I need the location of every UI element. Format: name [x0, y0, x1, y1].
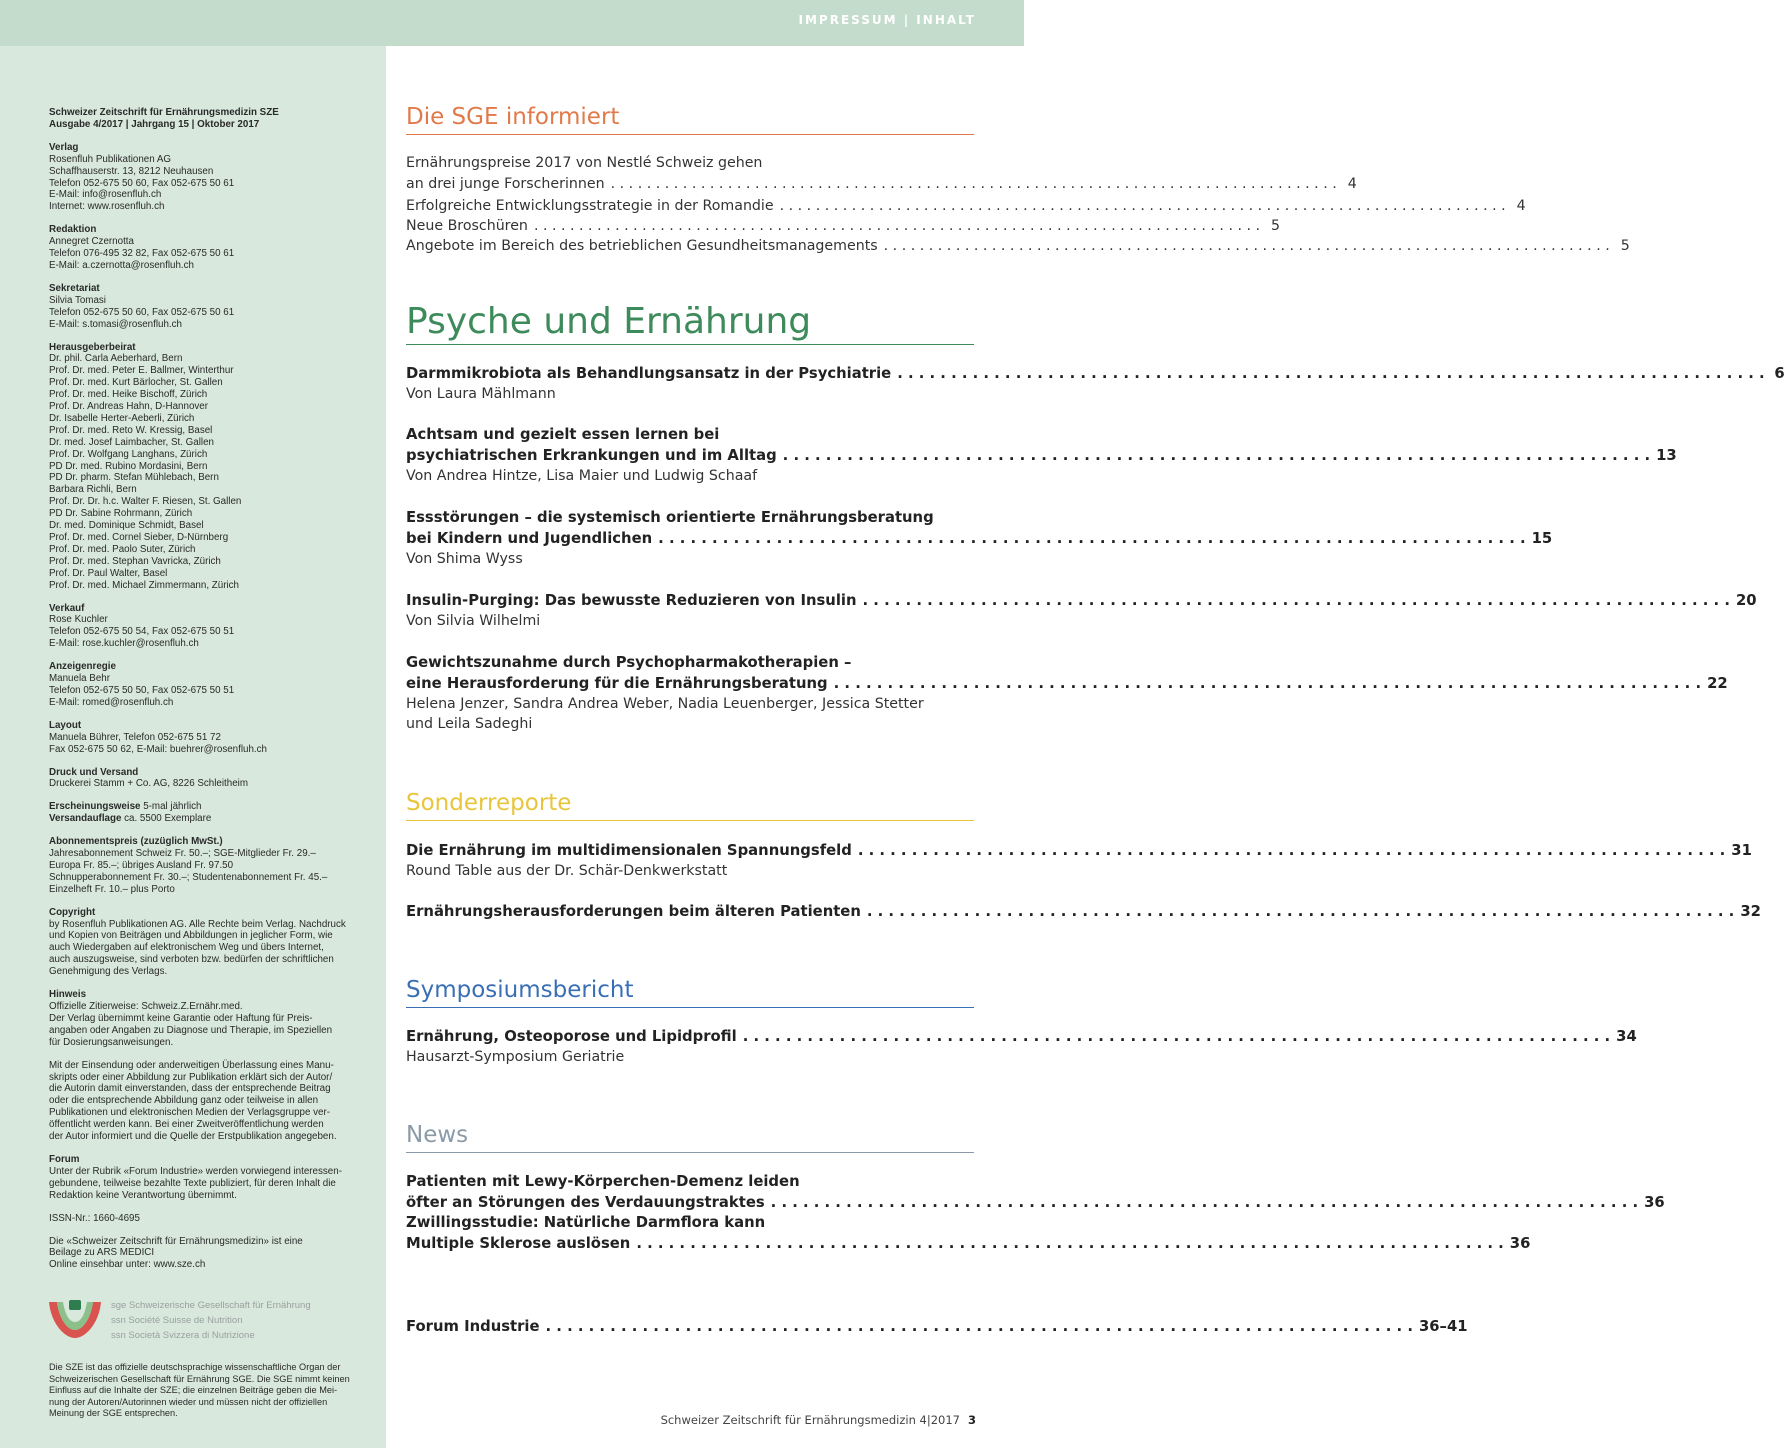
- toc-entry-page: 20: [1735, 592, 1757, 609]
- toc-entry-author: Hausarzt-Symposium Geriatrie: [406, 1049, 625, 1065]
- toc-entry-row: [406, 528, 1553, 549]
- toc-entry-title: Angebote im Bereich des betrieblichen Gesundheitsmanagements: [406, 238, 878, 254]
- toc-entry: [406, 1316, 1468, 1337]
- impressum-line: und Kopien von Beiträgen und Abbildungen in jeglicher Form, wie: [49, 930, 333, 942]
- toc-entry: [406, 590, 1757, 631]
- toc-entry-author: Round Table aus der Dr. Schär-Denkwerkstatt: [406, 863, 728, 879]
- toc-leader-dots: . . . . . . . . . . . . . . . . . . . . . . . . . . . . . . . . . . . . . . . . . . . . . . . . . . . . . . . . . . . . . . . . . . . . . . . . . . . . . . . . .: [897, 365, 1765, 382]
- toc-entry-title: an drei junge Forscherinnen: [406, 176, 605, 192]
- toc-entry-title-line1: Zwillingsstudie: Natürliche Darmflora kann: [406, 1214, 766, 1231]
- section-rule: [406, 1007, 974, 1008]
- impressum-line: PD Dr. med. Rubino Mordasini, Bern: [49, 460, 208, 472]
- erscheinung-label: Erscheinungsweise: [49, 801, 141, 813]
- impressum-issn: [49, 1213, 379, 1225]
- toc-leader-dots: . . . . . . . . . . . . . . . . . . . . . . . . . . . . . . . . . . . . . . . . . . . . . . . . . . . . . . . . . . . . . . . . . . . . . . . . . . . . . . . . .: [658, 530, 1526, 547]
- toc-leader-dots: . . . . . . . . . . . . . . . . . . . . . . . . . . . . . . . . . . . . . . . . . . . . . . . . . . . . . . . . . . . . . . . . . . . . . . . . . . . . . . . . .: [610, 176, 1337, 192]
- toc-entry: [406, 196, 1526, 217]
- impressum-line: Prof. Dr. med. Heike Bischoff, Zürich: [49, 389, 208, 401]
- toc-entry-row: [406, 363, 1785, 384]
- toc-leader-dots: . . . . . . . . . . . . . . . . . . . . . . . . . . . . . . . . . . . . . . . . . . . . . . . . . . . . . . . . . . . . . . . . . . . . . . . . . . . . . . . . .: [770, 1194, 1639, 1211]
- toc-entry-page: 32: [1740, 903, 1761, 920]
- impressum-line: ISSN-Nr.: 1660-4695: [49, 1212, 140, 1224]
- toc-entry: [406, 1026, 1637, 1067]
- toc-entry-title-line1: Achtsam und gezielt essen lernen bei: [406, 426, 720, 443]
- toc-entry-title: Ernährungsherausforderungen beim älteren Patienten: [406, 903, 861, 920]
- impressum-line: E-Mail: s.tomasi@rosenfluh.ch: [49, 318, 182, 330]
- impressum-block: [49, 661, 379, 709]
- impressum-line: Prof. Dr. Dr. h.c. Walter F. Riesen, St. Gallen: [49, 496, 242, 508]
- impressum-line: Prof. Dr. med. Michael Zimmermann, Zürich: [49, 579, 239, 591]
- masthead-line: Schweizer Zeitschrift für Ernährungsmedizin SZE: [49, 107, 279, 118]
- toc-entry-title-line1: Gewichtszunahme durch Psychopharmakotherapien –: [406, 654, 852, 671]
- impressum-line: Europa Fr. 85.–; übriges Ausland Fr. 97.50: [49, 859, 234, 871]
- impressum-block: [49, 342, 379, 592]
- section-rule: [406, 1152, 974, 1153]
- footer-page-number: 3: [967, 1413, 976, 1427]
- toc-entry-title: Forum Industrie: [406, 1318, 540, 1335]
- toc-entry-title: Die Ernährung im multidimensionalen Spannungsfeld: [406, 842, 852, 859]
- section-title-sge: Die SGE informiert: [406, 104, 620, 130]
- toc-entry-row: [406, 445, 1677, 466]
- impressum-line: Jahresabonnement Schweiz Fr. 50.–; SGE-Mitglieder Fr. 29.–: [49, 848, 316, 860]
- toc-entry: [406, 1171, 1665, 1213]
- header-bar: [0, 0, 1024, 46]
- impressum-line: Dr. Isabelle Herter-Aeberli, Zürich: [49, 412, 195, 424]
- impressum-line: Prof. Dr. Paul Walter, Basel: [49, 567, 168, 579]
- impressum-line: Prof. Dr. med. Reto W. Kressig, Basel: [49, 424, 213, 436]
- impressum-block: [49, 224, 379, 272]
- toc-leader-dots: . . . . . . . . . . . . . . . . . . . . . . . . . . . . . . . . . . . . . . . . . . . . . . . . . . . . . . . . . . . . . . . . . . . . . . . . . . . . . . . . .: [782, 447, 1651, 464]
- toc-entry-row: [406, 174, 1357, 195]
- section-sge: [406, 102, 974, 135]
- toc-entry-page: 34: [1616, 1028, 1637, 1045]
- toc-entry-page: 36–41: [1418, 1318, 1468, 1335]
- impressum-line: Telefon 076-495 32 82, Fax 052-675 50 61: [49, 248, 235, 260]
- toc-entry-page: 5: [1620, 238, 1630, 254]
- impressum-line: Telefon 052-675 50 60, Fax 052-675 50 61: [49, 306, 235, 318]
- section-title-news: News: [406, 1122, 469, 1148]
- impressum-label: Verlag: [49, 141, 79, 153]
- toc-entry-row: [406, 1026, 1637, 1047]
- toc-entry-title-line1: Patienten mit Lewy-Körperchen-Demenz leiden: [406, 1173, 800, 1190]
- impressum-line: Manuela Behr: [49, 673, 110, 685]
- impressum-line: Annegret Czernotta: [49, 236, 134, 248]
- sge-footnote: [49, 1362, 379, 1420]
- section-psyche: [406, 302, 974, 345]
- section-title-symposium: Symposiumsbericht: [406, 977, 634, 1003]
- impressum-einsendung: [49, 1060, 379, 1143]
- toc-leader-dots: . . . . . . . . . . . . . . . . . . . . . . . . . . . . . . . . . . . . . . . . . . . . . . . . . . . . . . . . . . . . . . . . . . . . . . . . . . . . . . . . .: [533, 218, 1261, 234]
- toc-entry-author: und Leila Sadeghi: [406, 716, 533, 732]
- impressum-text: [49, 107, 379, 1282]
- erscheinung-block: [49, 801, 379, 825]
- impressum-line: Rosenfluh Publikationen AG: [49, 153, 171, 165]
- toc-entry-row: [406, 673, 1728, 694]
- impressum-line: Prof. Dr. med. Kurt Bärlocher, St. Gallen: [49, 377, 223, 389]
- auflage-value: ca. 5500 Exemplare: [121, 813, 212, 825]
- impressum-line: Genehmigung des Verlags.: [49, 966, 168, 978]
- toc-leader-dots: . . . . . . . . . . . . . . . . . . . . . . . . . . . . . . . . . . . . . . . . . . . . . . . . . . . . . . . . . . . . . . . . . . . . . . . . . . . . . . . . .: [779, 198, 1506, 214]
- toc-entry-author: Von Andrea Hintze, Lisa Maier und Ludwig Schaaf: [406, 468, 758, 484]
- masthead: [49, 107, 379, 131]
- toc-entry-page: 31: [1731, 842, 1752, 859]
- impressum-label: Sekretariat: [49, 282, 100, 294]
- erscheinung-value: 5-mal jährlich: [140, 801, 202, 813]
- toc-entry-author: Von Silvia Wilhelmi: [406, 613, 541, 629]
- toc-leader-dots: . . . . . . . . . . . . . . . . . . . . . . . . . . . . . . . . . . . . . . . . . . . . . . . . . . . . . . . . . . . . . . . . . . . . . . . . . . . . . . . . .: [636, 1235, 1504, 1252]
- impressum-line: die Autorin damit einverstanden, dass der entsprechende Beitrag: [49, 1083, 331, 1095]
- impressum-label: Anzeigenregie: [49, 661, 116, 673]
- footer-journal: Schweizer Zeitschrift für Ernährungsmedizin 4|2017: [660, 1413, 960, 1427]
- impressum-line: Redaktion keine Verantwortung übernimmt.: [49, 1189, 237, 1201]
- footnote-line: Einfluss auf die Inhalte der SZE; die einzelnen Beiträge geben die Mei-: [49, 1385, 338, 1395]
- toc-entry-row: [406, 1233, 1531, 1254]
- impressum-line: E-Mail: rose.kuchler@rosenfluh.ch: [49, 638, 199, 650]
- toc-entry-author: Von Shima Wyss: [406, 551, 523, 567]
- impressum-line: Die «Schweizer Zeitschrift für Ernährungsmedizin» ist eine: [49, 1235, 303, 1247]
- toc-entry-row: [406, 196, 1526, 217]
- toc-entry-row: [406, 216, 1281, 237]
- toc-entry: [406, 840, 1752, 881]
- toc-entry: [406, 652, 1728, 734]
- logo-line-it: ssn Società Svizzera di Nutrizione: [111, 1330, 255, 1341]
- toc-entry-page: 4: [1347, 176, 1357, 192]
- impressum-line: E-Mail: info@rosenfluh.ch: [49, 189, 162, 201]
- toc-entry: [406, 236, 1630, 257]
- footnote-line: Schweizerischen Gesellschaft für Ernährung SGE. Die SGE nimmt keinen: [49, 1373, 350, 1384]
- impressum-line: angaben oder Angaben zu Diagnose und Therapie, im Speziellen: [49, 1024, 333, 1036]
- section-title-sonder: Sonderreporte: [406, 790, 572, 816]
- toc-entry-row: [406, 1316, 1468, 1337]
- toc-entry-page: 15: [1531, 530, 1553, 547]
- impressum-line: Dr. med. Josef Laimbacher, St. Gallen: [49, 436, 214, 448]
- impressum-line: Schnupperabonnement Fr. 30.–; Studentenabonnement Fr. 45.–: [49, 871, 328, 883]
- toc-leader-dots: . . . . . . . . . . . . . . . . . . . . . . . . . . . . . . . . . . . . . . . . . . . . . . . . . . . . . . . . . . . . . . . . . . . . . . . . . . . . . . . . .: [862, 592, 1730, 609]
- logo-line-fr: ssn Société Suisse de Nutrition: [111, 1315, 243, 1326]
- impressum-label: Forum: [49, 1153, 80, 1165]
- toc-entry-row: [406, 236, 1630, 257]
- impressum-line: Dr. phil. Carla Aeberhard, Bern: [49, 353, 183, 365]
- toc-entry: [406, 153, 1357, 195]
- section-header-label: IMPRESSUM | INHALT: [798, 13, 976, 27]
- impressum-line: Fax 052-675 50 62, E-Mail: buehrer@rosenfluh.ch: [49, 743, 267, 755]
- toc-entry-title: eine Herausforderung für die Ernährungsberatung: [406, 675, 828, 692]
- impressum-label: Copyright: [49, 906, 96, 918]
- impressum-line: Einzelheft Fr. 10.– plus Porto: [49, 883, 175, 895]
- impressum-block: [49, 603, 379, 651]
- toc-entry-title-line1: Ernährungspreise 2017 von Nestlé Schweiz gehen: [406, 155, 763, 171]
- logo-line-de: sge Schweizerische Gesellschaft für Ernährung: [111, 1300, 311, 1311]
- toc-entry: [406, 216, 1281, 237]
- toc-entry-page: 13: [1656, 447, 1677, 464]
- section-title-psyche: Psyche und Ernährung: [406, 301, 812, 342]
- toc-entry: [406, 363, 1785, 404]
- toc-leader-dots: . . . . . . . . . . . . . . . . . . . . . . . . . . . . . . . . . . . . . . . . . . . . . . . . . . . . . . . . . . . . . . . . . . . . . . . . . . . . . . . . .: [833, 675, 1702, 692]
- impressum-block: [49, 142, 379, 213]
- impressum-line: Prof. Dr. med. Paolo Suter, Zürich: [49, 543, 196, 555]
- impressum-label: Layout: [49, 719, 82, 731]
- toc-entry-page: 6: [1774, 365, 1785, 382]
- auflage-line: [49, 813, 379, 825]
- impressum-line: E-Mail: a.czernotta@rosenfluh.ch: [49, 259, 194, 271]
- impressum-line: auch auszugsweise, sind verboten bzw. bedürfen der schriftlichen: [49, 954, 334, 966]
- impressum-label: Hinweis: [49, 989, 87, 1001]
- toc-entry-page: 36: [1509, 1235, 1531, 1252]
- impressum-line: Manuela Bührer, Telefon 052-675 51 72: [49, 731, 221, 743]
- impressum-line: Prof. Dr. med. Stephan Vavricka, Zürich: [49, 555, 221, 567]
- toc-entry-row: [406, 840, 1752, 861]
- impressum-label: Abonnementspreis (zuzüglich MwSt.): [49, 836, 223, 848]
- toc-entry-page: 36: [1644, 1194, 1665, 1211]
- footnote-line: Die SZE ist das offizielle deutschsprachige wissenschaftliche Organ der: [49, 1362, 341, 1372]
- impressum-line: auch Wiedergaben auf elektronischem Weg und übers Internet,: [49, 942, 324, 954]
- impressum-block: [49, 767, 379, 791]
- sge-logo: [47, 1298, 367, 1344]
- section-rule: [406, 134, 974, 135]
- impressum-line: für Dosierungsanweisungen.: [49, 1036, 174, 1048]
- impressum-line: Prof. Dr. Andreas Hahn, D-Hannover: [49, 401, 209, 413]
- impressum-line: Telefon 052-675 50 60, Fax 052-675 50 61: [49, 177, 235, 189]
- section-rule: [406, 820, 974, 821]
- impressum-line: Schaffhauserstr. 13, 8212 Neuhausen: [49, 165, 214, 177]
- toc-entry: [406, 901, 1761, 922]
- impressum-line: Rose Kuchler: [49, 614, 108, 626]
- toc-leader-dots: . . . . . . . . . . . . . . . . . . . . . . . . . . . . . . . . . . . . . . . . . . . . . . . . . . . . . . . . . . . . . . . . . . . . . . . . . . . . . . . . .: [883, 238, 1610, 254]
- impressum-line: gebundene, teilweise bezahlte Texte publiziert, für deren Inhalt die: [49, 1177, 336, 1189]
- toc-leader-dots: . . . . . . . . . . . . . . . . . . . . . . . . . . . . . . . . . . . . . . . . . . . . . . . . . . . . . . . . . . . . . . . . . . . . . . . . . . . . . . . . .: [866, 903, 1735, 920]
- toc-entry-title: Ernährung, Osteoporose und Lipidprofil: [406, 1028, 737, 1045]
- impressum-label: Redaktion: [49, 224, 97, 236]
- toc-entry: [406, 1212, 1531, 1254]
- impressum-line: Prof. Dr. med. Peter E. Ballmer, Winterthur: [49, 365, 234, 377]
- toc-entry-title: psychiatrischen Erkrankungen und im Alltag: [406, 447, 777, 464]
- impressum-line: Der Verlag übernimmt keine Garantie oder Haftung für Preis-: [49, 1012, 313, 1024]
- section-news: [406, 1120, 974, 1153]
- impressum-beilage: [49, 1236, 379, 1272]
- toc-entry-title: Erfolgreiche Entwicklungsstrategie in der Romandie: [406, 198, 774, 214]
- toc-entry-author: Helena Jenzer, Sandra Andrea Weber, Nadia Leuenberger, Jessica Stetter: [406, 696, 924, 712]
- toc-leader-dots: . . . . . . . . . . . . . . . . . . . . . . . . . . . . . . . . . . . . . . . . . . . . . . . . . . . . . . . . . . . . . . . . . . . . . . . . . . . . . . . . .: [545, 1318, 1413, 1335]
- toc-entry: [406, 507, 1553, 569]
- impressum-line: by Rosenfluh Publikationen AG. Alle Rechte beim Verlag. Nachdruck: [49, 918, 346, 930]
- impressum-line: Online einsehbar unter: www.sze.ch: [49, 1259, 206, 1271]
- impressum-block: [49, 720, 379, 756]
- toc-entry-page: 4: [1516, 198, 1526, 214]
- impressum-line: der Autor informiert und die Quelle der Erstpublikation angegeben.: [49, 1131, 337, 1143]
- impressum-label: Herausgeberbeirat: [49, 341, 136, 353]
- impressum-line: Prof. Dr. med. Cornel Sieber, D-Nürnberg: [49, 532, 229, 543]
- section-symposium: [406, 975, 974, 1008]
- impressum-line: Silvia Tomasi: [49, 294, 106, 306]
- section-rule: [406, 344, 974, 345]
- toc-entry: [406, 424, 1677, 486]
- toc-entry-title: Neue Broschüren: [406, 218, 528, 234]
- masthead-line: Ausgabe 4/2017 | Jahrgang 15 | Oktober 2017: [49, 118, 260, 130]
- impressum-line: Telefon 052-675 50 54, Fax 052-675 50 51: [49, 626, 235, 638]
- toc-entry-author: Von Laura Mählmann: [406, 386, 556, 402]
- toc-entry-title: öfter an Störungen des Verdauungstraktes: [406, 1194, 765, 1211]
- page-footer: [661, 1413, 976, 1427]
- impressum-line: Telefon 052-675 50 50, Fax 052-675 50 51: [49, 684, 235, 696]
- impressum-line: PD Dr. pharm. Stefan Mühlebach, Bern: [49, 472, 219, 484]
- impressum-line: Unter der Rubrik «Forum Industrie» werden vorwiegend interessen-: [49, 1165, 342, 1177]
- sge-logo-icon: [47, 1298, 103, 1344]
- toc-entry-row: [406, 901, 1761, 922]
- toc-leader-dots: . . . . . . . . . . . . . . . . . . . . . . . . . . . . . . . . . . . . . . . . . . . . . . . . . . . . . . . . . . . . . . . . . . . . . . . . . . . . . . . . .: [857, 842, 1726, 859]
- erscheinung-line: [49, 801, 379, 813]
- toc-entry-row: [406, 1192, 1665, 1213]
- impressum-line: oder die entsprechende Abbildung ganz oder teilweise in allen: [49, 1095, 319, 1107]
- toc-entry-row: [406, 590, 1757, 611]
- impressum-line: Internet: www.rosenfluh.ch: [49, 201, 165, 213]
- toc-entry-title: Multiple Sklerose auslösen: [406, 1235, 631, 1252]
- footnote-line: Meinung der SGE entsprechen.: [49, 1408, 178, 1418]
- toc-entry-title: Insulin-Purging: Das bewusste Reduzieren von Insulin: [406, 592, 857, 609]
- impressum-copyright: [49, 907, 379, 978]
- impressum-line: E-Mail: romed@rosenfluh.ch: [49, 696, 174, 708]
- impressum-line: PD Dr. Sabine Rohrmann, Zürich: [49, 508, 193, 520]
- impressum-hinweis: [49, 989, 379, 1049]
- toc-entry-title: Darmmikrobiota als Behandlungsansatz in der Psychiatrie: [406, 365, 892, 382]
- section-sonder: [406, 788, 974, 821]
- impressum-label: Verkauf: [49, 602, 85, 614]
- impressum-line: Offizielle Zitierweise: Schweiz.Z.Ernähr.med.: [49, 1001, 243, 1012]
- impressum-line: Barbara Richli, Bern: [49, 484, 137, 496]
- impressum-line: Beilage zu ARS MEDICI: [49, 1247, 155, 1259]
- impressum-line: Druckerei Stamm + Co. AG, 8226 Schleitheim: [49, 778, 249, 790]
- impressum-line: öffentlicht werden kann. Bei einer Zweitveröffentlichung werden: [49, 1119, 324, 1131]
- footnote-line: nung der Autoren/Autorinnen wieder und müssen nicht der offiziellen: [49, 1396, 328, 1407]
- impressum-label: Druck und Versand: [49, 766, 139, 778]
- auflage-label: Versandauflage: [49, 813, 122, 825]
- impressum-line: skripts oder einer Abbildung zur Publikation erklärt sich der Autor/: [49, 1071, 333, 1083]
- impressum-abo: [49, 836, 379, 896]
- toc-leader-dots: . . . . . . . . . . . . . . . . . . . . . . . . . . . . . . . . . . . . . . . . . . . . . . . . . . . . . . . . . . . . . . . . . . . . . . . . . . . . . . . . .: [742, 1028, 1611, 1045]
- impressum-line: Prof. Dr. Wolfgang Langhans, Zürich: [49, 448, 208, 460]
- toc-entry-page: 5: [1270, 218, 1281, 234]
- toc-entry-title-line1: Essstörungen – die systemisch orientierte Ernährungsberatung: [406, 509, 934, 526]
- toc-entry-page: 22: [1707, 675, 1728, 692]
- toc-entry-title: bei Kindern und Jugendlichen: [406, 530, 653, 547]
- impressum-forum: [49, 1154, 379, 1202]
- impressum-line: Publikationen und elektronischen Medien der Verlagsgruppe ver-: [49, 1107, 331, 1119]
- impressum-line: Dr. med. Dominique Schmidt, Basel: [49, 520, 204, 532]
- impressum-line: Mit der Einsendung oder anderweitigen Überlassung eines Manu-: [49, 1059, 334, 1071]
- impressum-block: [49, 283, 379, 331]
